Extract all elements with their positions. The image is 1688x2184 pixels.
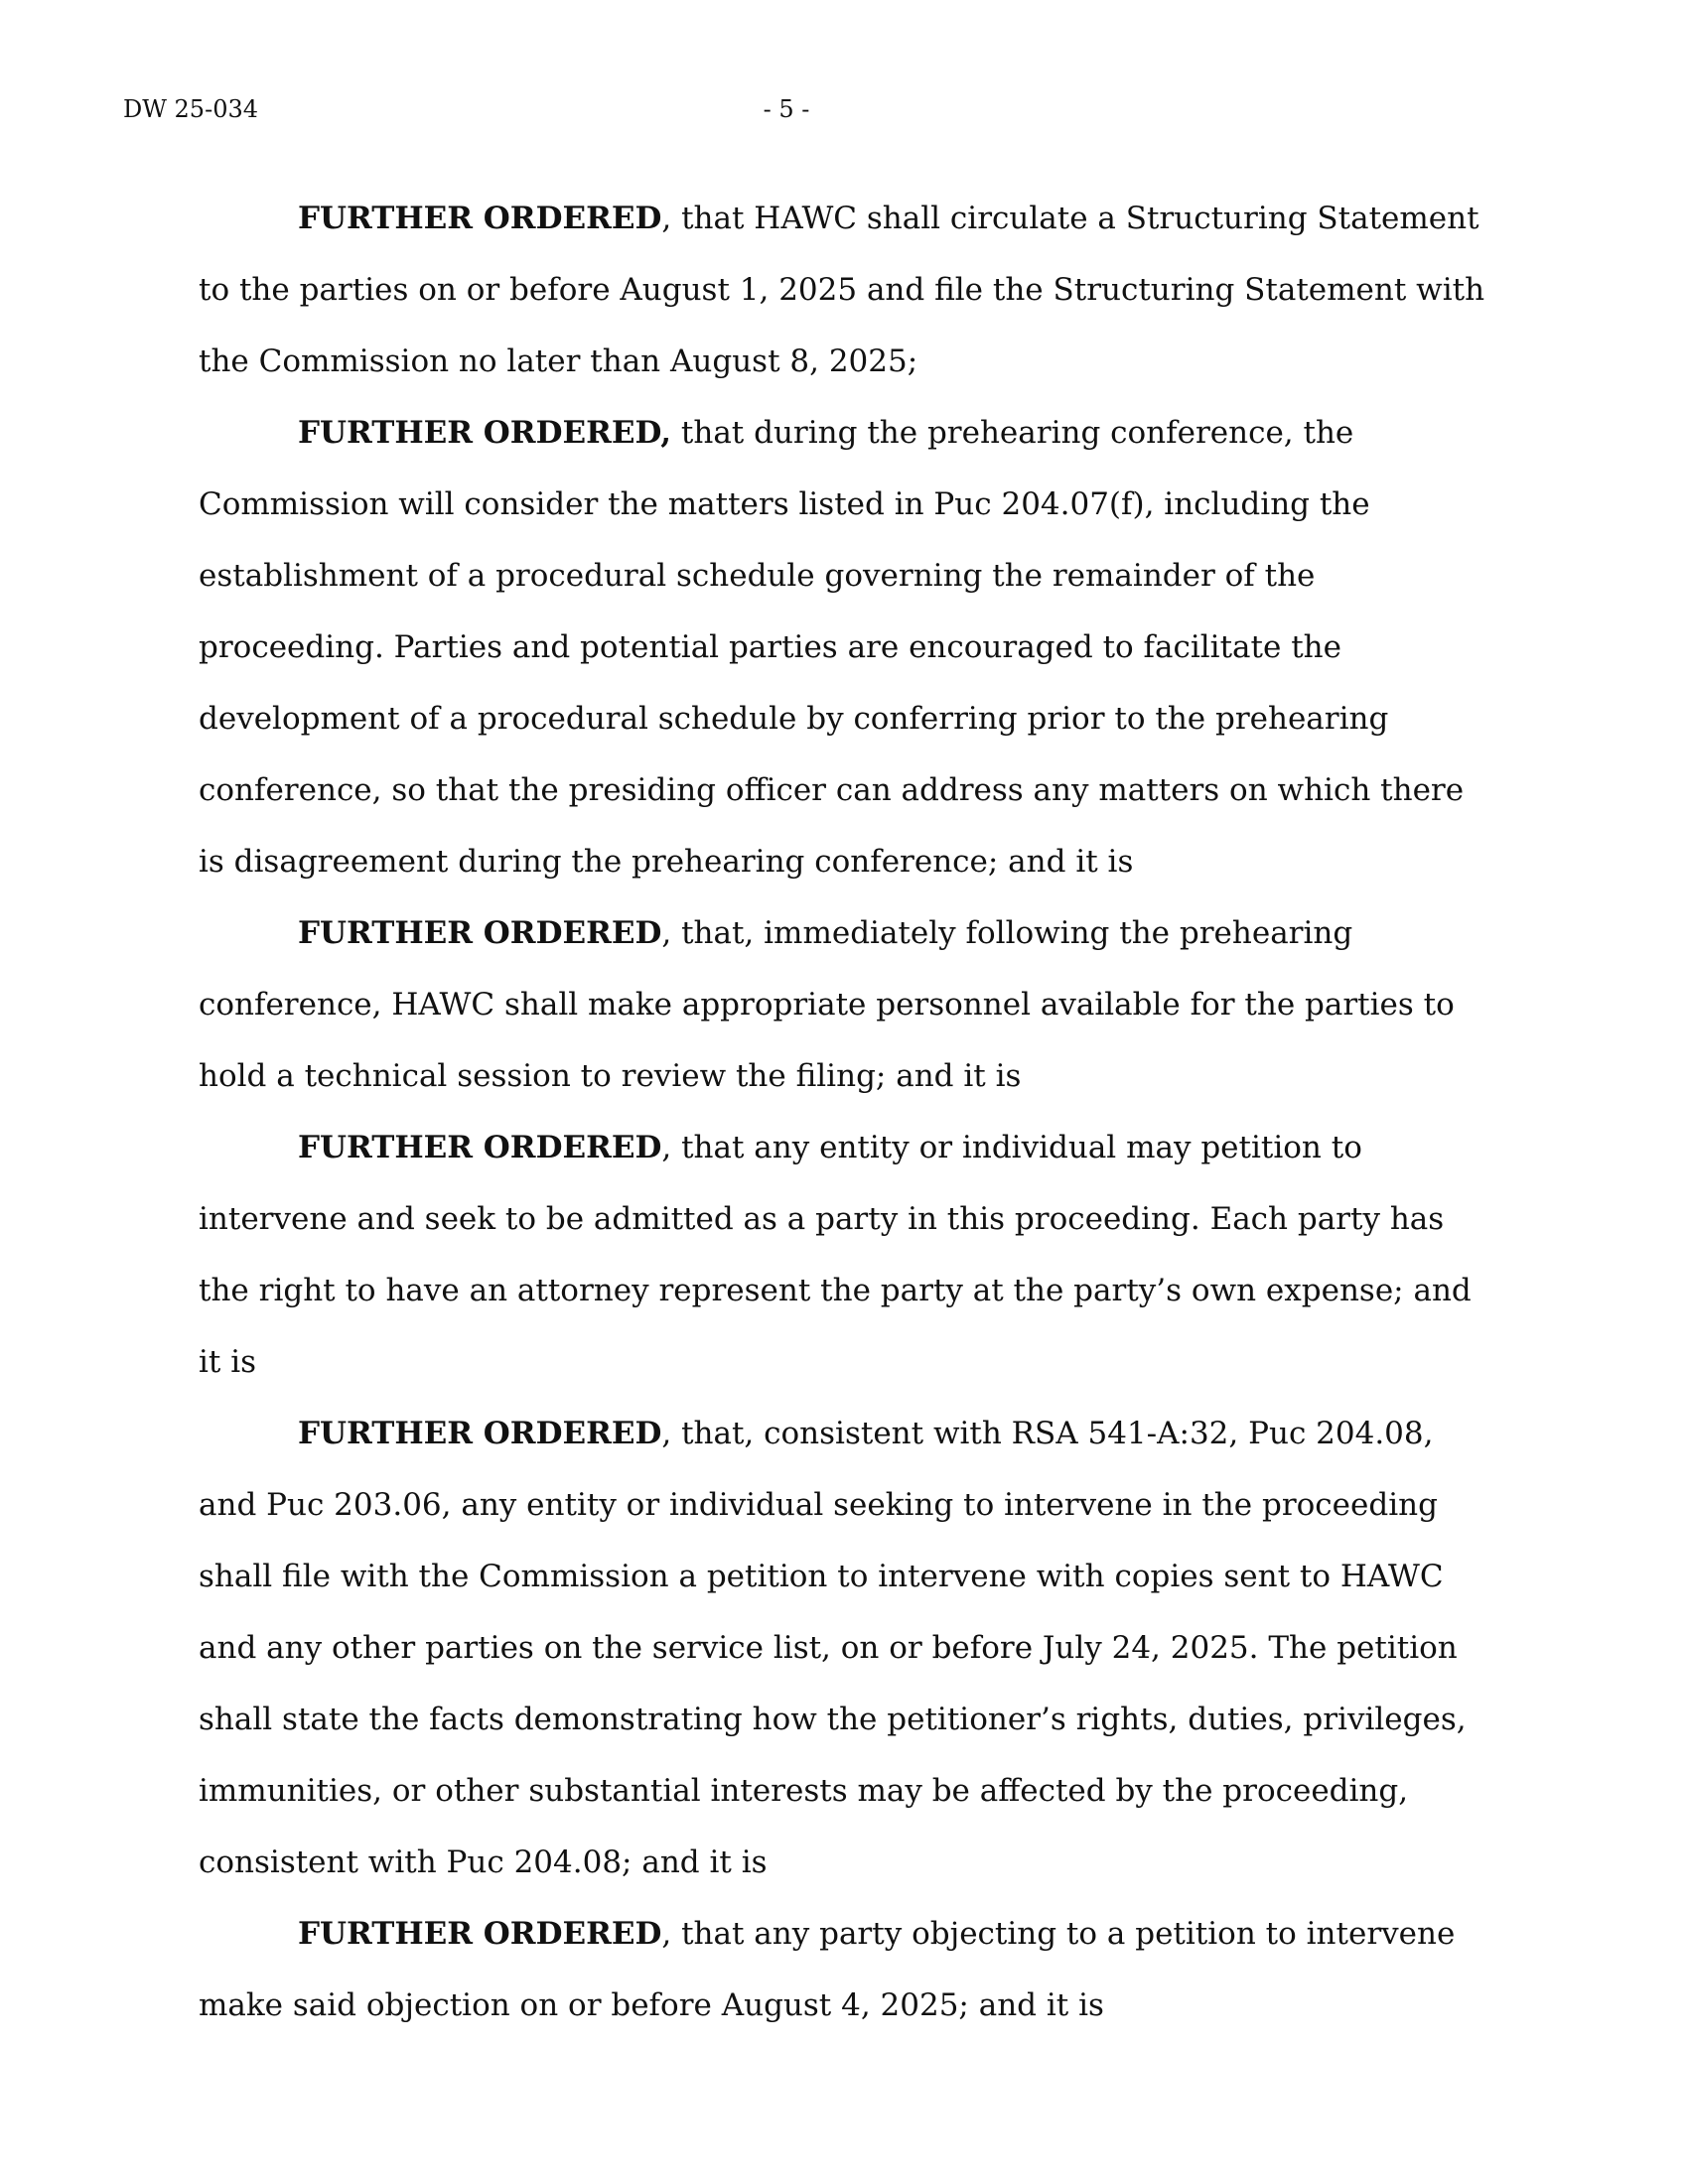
paragraph-lead: FURTHER ORDERED, bbox=[298, 415, 672, 451]
docket-number: DW 25-034 bbox=[123, 95, 258, 123]
paragraph-text: , that HAWC shall circulate a Structuring Statement to the parties on or before August 1, 2025 and file the Structuring Statement with the Commission no later than August 8, 2025; bbox=[199, 201, 1485, 379]
order-paragraph bbox=[199, 397, 1489, 897]
paragraph-text: , that any party objecting to a petition to intervene make said objection on or before August 4, 2025; and it is bbox=[199, 1916, 1456, 2023]
paragraph-lead: FURTHER ORDERED bbox=[298, 1416, 662, 1451]
order-paragraph bbox=[199, 183, 1489, 397]
order-paragraph bbox=[199, 1398, 1489, 1898]
paragraph-lead: FURTHER ORDERED bbox=[298, 1130, 662, 1165]
paragraph-lead: FURTHER ORDERED bbox=[298, 915, 662, 951]
order-paragraph bbox=[199, 1898, 1489, 2041]
order-body bbox=[199, 183, 1489, 2041]
paragraph-text: , that, immediately following the prehearing conference, HAWC shall make appropriate personnel available for the parties to hold a technical session to review the filing; and it is bbox=[199, 915, 1455, 1094]
order-paragraph bbox=[199, 897, 1489, 1112]
paragraph-text: , that any entity or individual may petition to intervene and seek to be admitted as a party in this proceeding. Each party has the right to have an attorney represent the party at the party’s own expense; and it is bbox=[199, 1130, 1472, 1380]
paragraph-text: that during the prehearing conference, the Commission will consider the matters listed in Puc 204.07(f), including the establishment of a procedural schedule governing the remainder of the proceeding. Parties and potential parties are encouraged to facilitate the development of a procedural schedule by conferring prior to the prehearing conference, so that the presiding officer can address any matters on which there is disagreement during the prehearing conference; and it is bbox=[199, 415, 1465, 880]
page-number: - 5 - bbox=[763, 95, 810, 123]
paragraph-text: , that, consistent with RSA 541-A:32, Puc 204.08, and Puc 203.06, any entity or individual seeking to intervene in the proceeding shall file with the Commission a petition to intervene with copies sent to HAWC and any other parties on the service list, on or before July 24, 2025. The petition shall state the facts demonstrating how the petitioner’s rights, duties, privileges, immunities, or other substantial interests may be affected by the proceeding, consistent with Puc 204.08; and it is bbox=[199, 1416, 1467, 1880]
page-header bbox=[123, 95, 1474, 135]
paragraph-lead: FURTHER ORDERED bbox=[298, 1916, 662, 1952]
paragraph-lead: FURTHER ORDERED bbox=[298, 201, 662, 236]
order-paragraph bbox=[199, 1112, 1489, 1398]
